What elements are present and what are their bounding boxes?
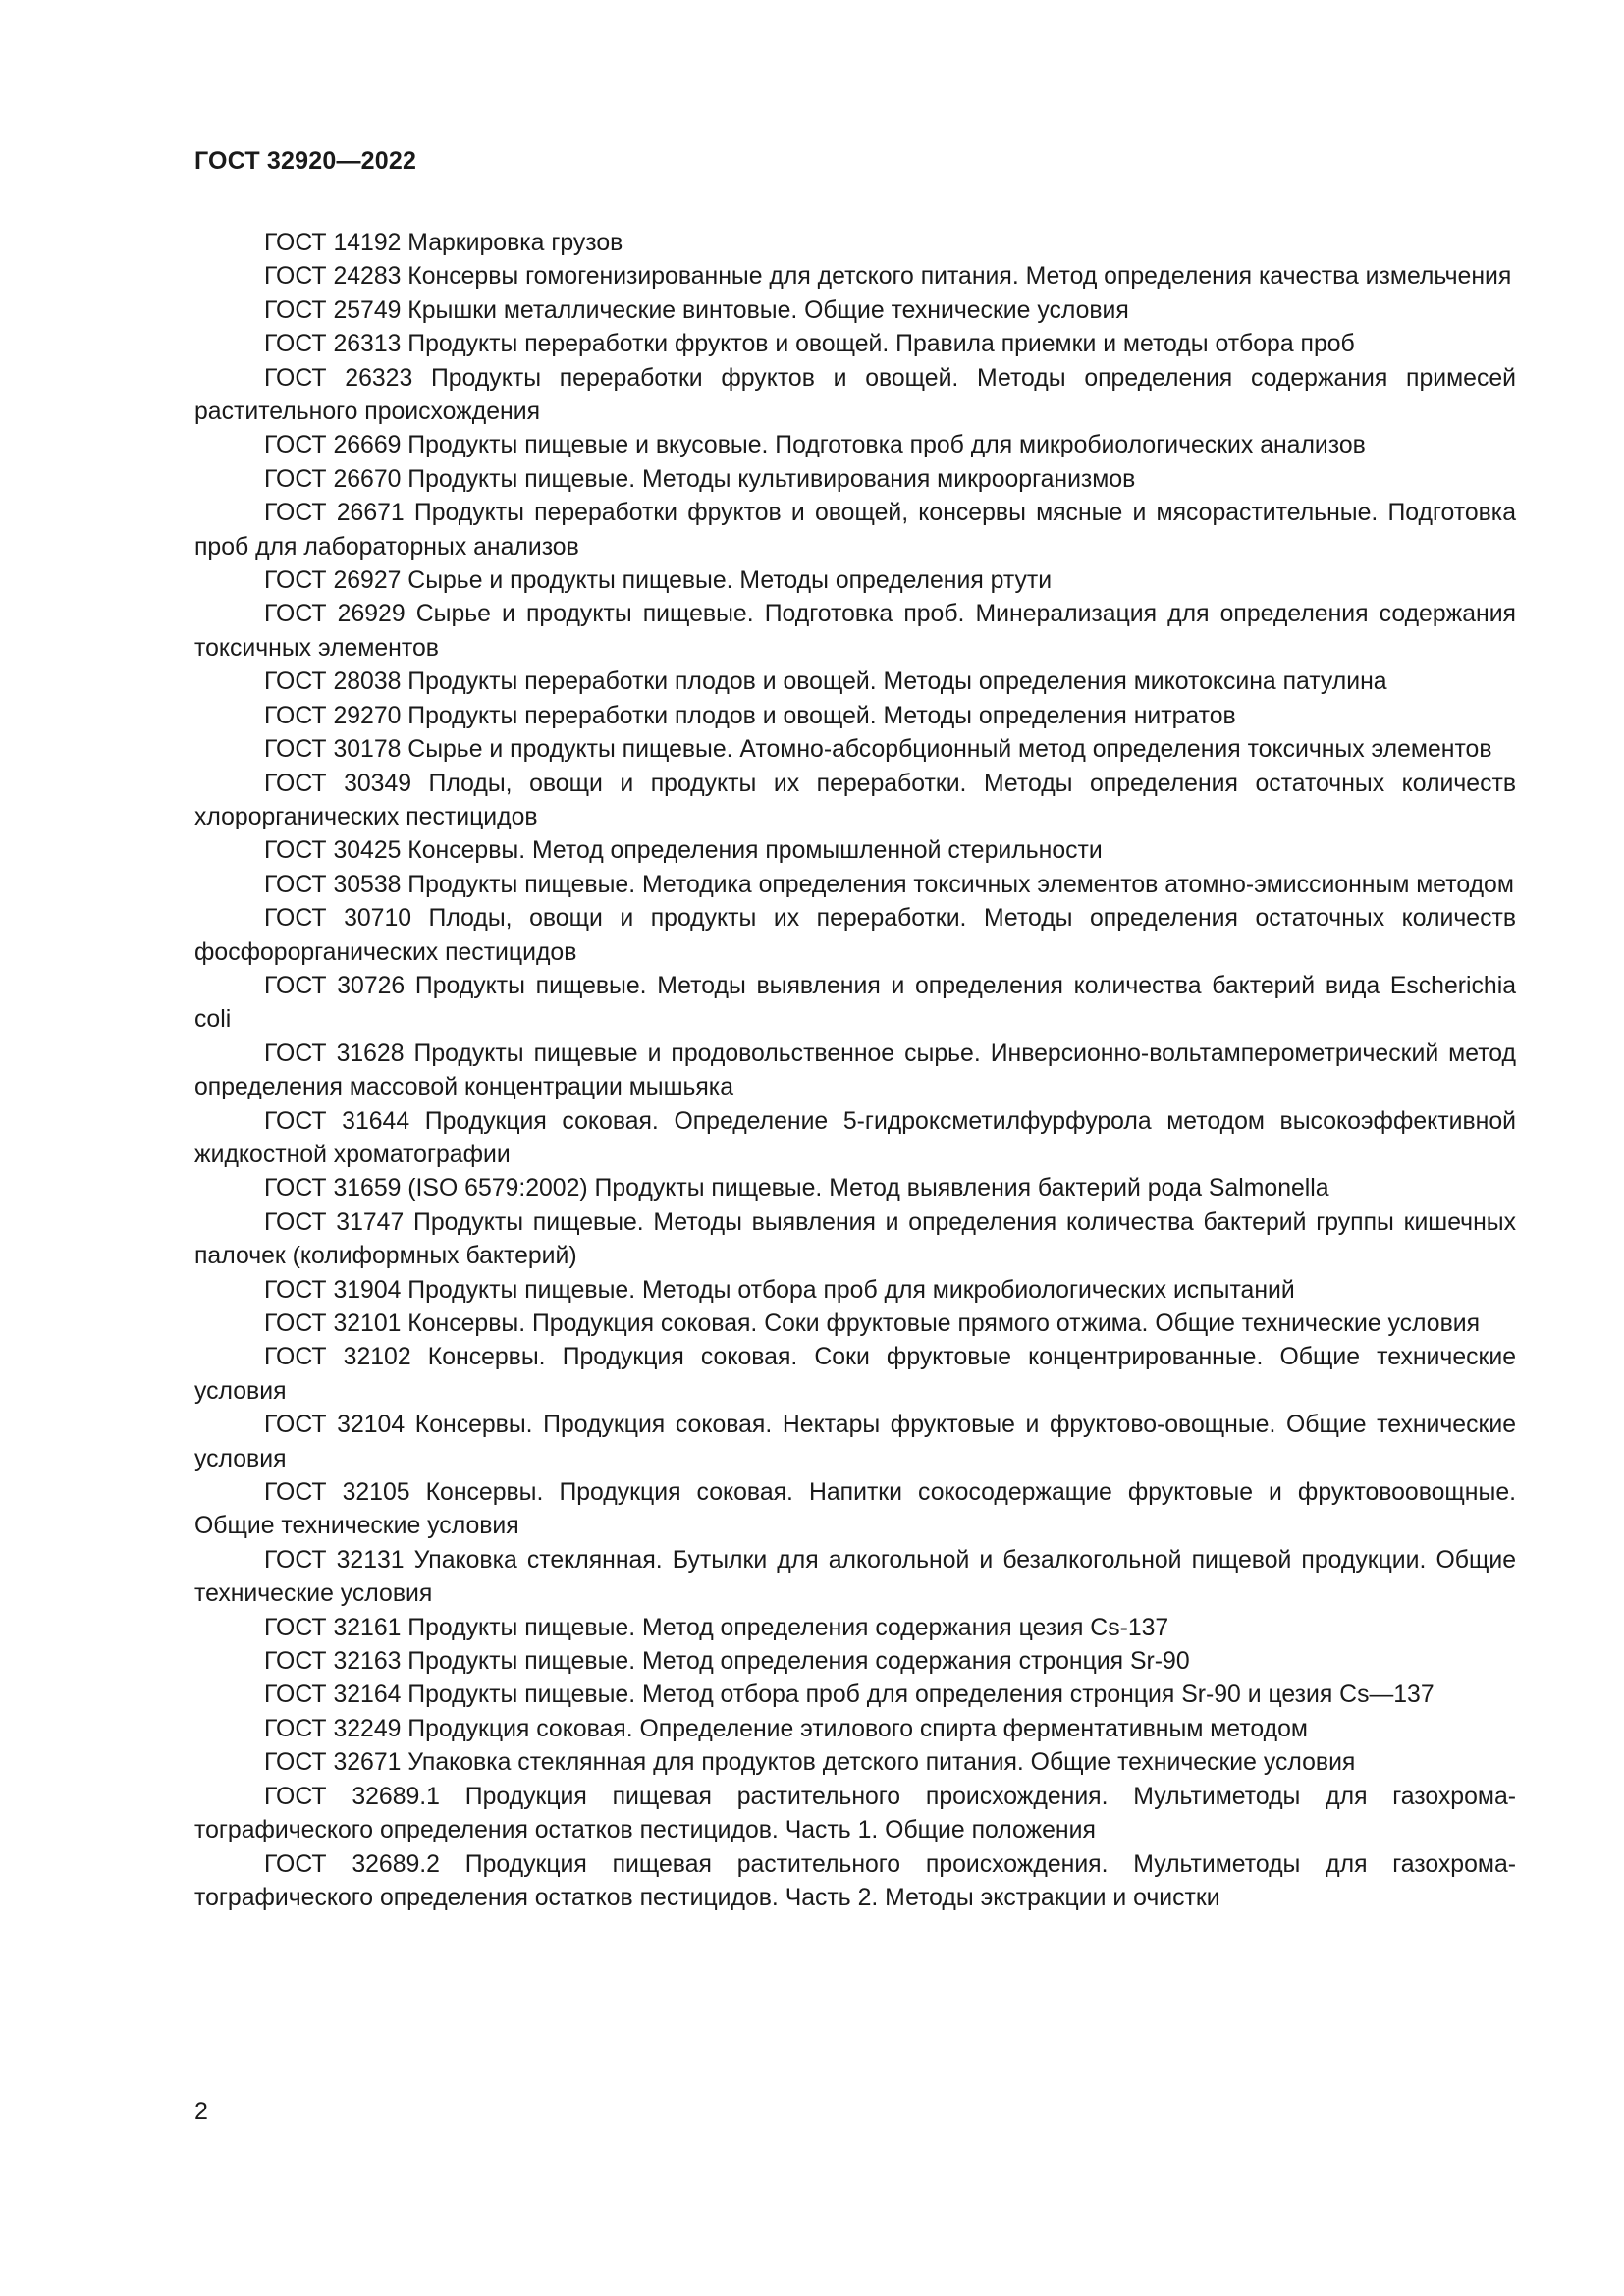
reference-entry: ГОСТ 32161 Продукты пищевые. Метод определения содержания цезия Cs-137	[264, 1614, 1169, 1641]
reference-entry: ГОСТ 32689.1 Продукция пищевая растительного происхождения. Мультиметоды для газохроматографического определения остатков пестицидов. Часть 1. Общие положения	[194, 1783, 1516, 1844]
reference-entry: ГОСТ 26671 Продукты переработки фруктов и овощей, консервы мясные и мясорастительные. Подготовка проб для лабораторных анализов	[194, 500, 1516, 561]
reference-entry: ГОСТ 26927 Сырье и продукты пищевые. Методы определения ртути	[264, 567, 1053, 595]
reference-entry: ГОСТ 24283 Консервы гомогенизированные для детского питания. Метод определения качества измельчения	[264, 263, 1512, 291]
reference-entry: ГОСТ 32131 Упаковка стеклянная. Бутылки для алкогольной и безалкогольной пищевой продукции. Общие технические условия	[194, 1546, 1516, 1608]
reference-entry: ГОСТ 32105 Консервы. Продукция соковая. Напитки сокосодержащие фруктовые и фруктовоовощные. Общие технические условия	[194, 1479, 1516, 1540]
reference-entry: ГОСТ 26670 Продукты пищевые. Методы культивирования микроорганизмов	[264, 465, 1136, 493]
reference-entry: ГОСТ 32164 Продукты пищевые. Метод отбора проб для определения стронция Sr-90 и цезия Cs—137	[264, 1682, 1435, 1709]
reference-entry: ГОСТ 26929 Сырье и продукты пищевые. Подготовка проб. Минерализация для определения содержания токсичных элементов	[194, 601, 1516, 662]
reference-entry: ГОСТ 32101 Консервы. Продукция соковая. Соки фруктовые прямого отжима. Общие технические условия	[264, 1310, 1481, 1337]
reference-entry: ГОСТ 26669 Продукты пищевые и вкусовые. Подготовка проб для микробиологических анализов	[264, 432, 1366, 459]
reference-entry: ГОСТ 32671 Упаковка стеклянная для продуктов детского питания. Общие технические условия	[264, 1749, 1356, 1777]
reference-entry: ГОСТ 26313 Продукты переработки фруктов и овощей. Правила приемки и методы отбора проб	[264, 331, 1355, 358]
reference-entry: ГОСТ 32102 Консервы. Продукция соковая. Соки фруктовые концентрированные. Общие технические условия	[194, 1344, 1516, 1405]
reference-entry: ГОСТ 31628 Продукты пищевые и продовольственное сырье. Инверсионно-вольтамперометрический метод определения массовой концентрации мышьяка	[194, 1040, 1516, 1101]
reference-entry: ГОСТ 31904 Продукты пищевые. Методы отбора проб для микробиологических испытаний	[264, 1276, 1295, 1304]
reference-entry: ГОСТ 32104 Консервы. Продукция соковая. Нектары фруктовые и фруктово-овощные. Общие технические условия	[194, 1412, 1516, 1472]
reference-entry: ГОСТ 25749 Крышки металлические винтовые. Общие технические условия	[264, 296, 1129, 324]
reference-entry: ГОСТ 30710 Плоды, овощи и продукты их переработки. Методы определения остаточных количеств фосфорорганических пестицидов	[194, 905, 1516, 966]
reference-entry: ГОСТ 30538 Продукты пищевые. Методика определения токсичных элементов атомно-эмиссионным методом	[264, 871, 1514, 898]
reference-entry: ГОСТ 30726 Продукты пищевые. Методы выявления и определения количества бактерий вида Escherichia coli	[194, 972, 1516, 1034]
reference-entry: ГОСТ 31747 Продукты пищевые. Методы выявления и определения количества бактерий группы кишечных палочек (колиформных бактерий)	[194, 1208, 1516, 1270]
reference-entry: ГОСТ 30425 Консервы. Метод определения промышленной стерильности	[264, 837, 1103, 865]
reference-entry: ГОСТ 30349 Плоды, овощи и продукты их переработки. Методы определения остаточных количеств хлорорганических пестицидов	[194, 770, 1516, 830]
reference-entry: ГОСТ 32689.2 Продукция пищевая растительного происхождения. Мультиметоды для газохроматографического определения остатков пестицидов. Часть 2. Методы экстракции и очистки	[194, 1850, 1516, 1911]
page-number: 2	[194, 2098, 208, 2125]
normative-references-list	[194, 227, 1516, 1915]
reference-entry: ГОСТ 28038 Продукты переработки плодов и овощей. Методы определения микотоксина патулина	[264, 668, 1387, 696]
reference-entry: ГОСТ 32249 Продукция соковая. Определение этилового спирта ферментативным методом	[264, 1715, 1308, 1742]
reference-entry: ГОСТ 31659 (ISO 6579:2002) Продукты пищевые. Метод выявления бактерий рода Salmonella	[264, 1175, 1329, 1202]
reference-entry: ГОСТ 29270 Продукты переработки плодов и овощей. Методы определения нитратов	[264, 702, 1236, 729]
reference-entry: ГОСТ 32163 Продукты пищевые. Метод определения содержания стронция Sr-90	[264, 1648, 1190, 1676]
reference-entry: ГОСТ 26323 Продукты переработки фруктов и овощей. Методы определения содержания примесей растительного происхождения	[194, 364, 1516, 426]
reference-entry: ГОСТ 31644 Продукция соковая. Определение 5-гидроксметилфурфурола методом высокоэффективной жидкостной хроматографии	[194, 1107, 1516, 1168]
reference-entry: ГОСТ 30178 Сырье и продукты пищевые. Атомно-абсорбционный метод определения токсичных элементов	[264, 736, 1492, 764]
reference-entry: ГОСТ 14192 Маркировка грузов	[264, 230, 623, 256]
document-header: ГОСТ 32920—2022	[194, 147, 417, 175]
